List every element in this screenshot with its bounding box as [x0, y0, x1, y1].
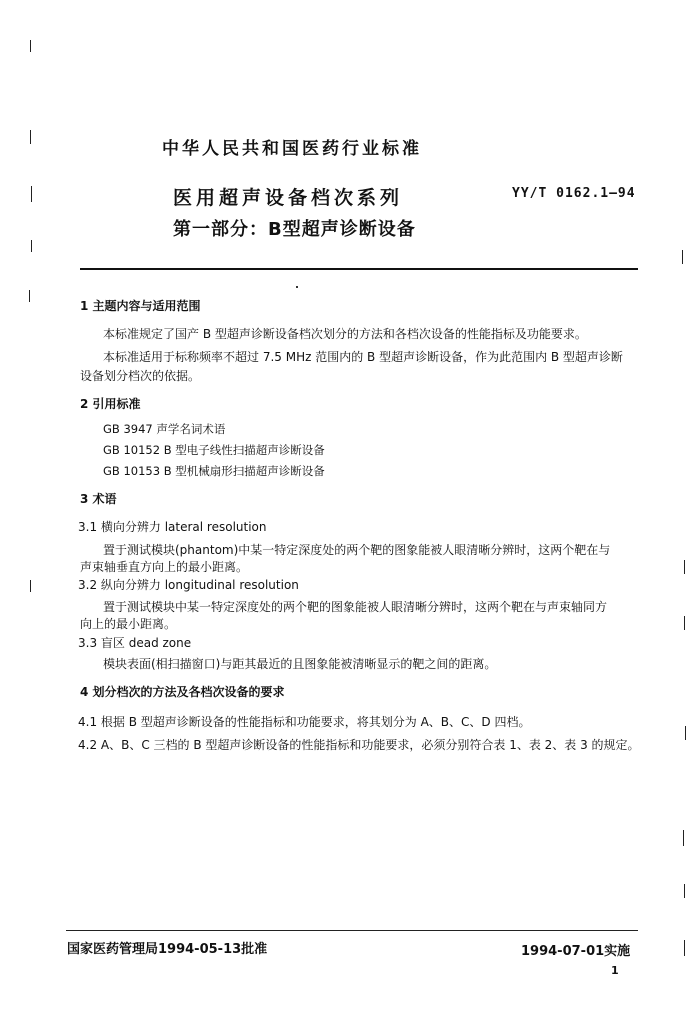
footer-divider [66, 930, 638, 931]
term-definition: 置于测试模块(phantom)中某一特定深度处的两个靶的图象能被人眼清晰分辨时，这两个靶在与 [103, 543, 611, 557]
scan-mark [31, 240, 32, 252]
section-2-heading: 2 引用标准 [80, 397, 141, 411]
scan-mark [31, 186, 32, 202]
section-4-paragraph: 4.1 根据 B 型超声诊断设备的性能指标和功能要求，将其划分为 A、B、C、D 四档。 [78, 715, 531, 729]
scan-mark [684, 616, 685, 630]
scan-mark [684, 940, 685, 956]
section-4-heading: 4 划分档次的方法及各档次设备的要求 [80, 685, 285, 699]
scan-mark [684, 560, 685, 574]
section-1-paragraph: 设备划分档次的依据。 [80, 369, 201, 383]
scan-mark [684, 884, 685, 898]
implementation-date: 1994-07-01实施 [521, 944, 631, 959]
header-divider [80, 268, 638, 270]
section-4-paragraph: 4.2 A、B、C 三档的 B 型超声诊断设备的性能指标和功能要求，必须分别符合表 1、表 2、表 3 的规定。 [78, 738, 640, 752]
section-1-paragraph: 本标准适用于标称频率不超过 7.5 MHz 范围内的 B 型超声诊断设备，作为此范围内 B 型超声诊断 [103, 350, 623, 364]
scan-mark [30, 580, 31, 592]
scan-mark [30, 130, 31, 144]
term-definition: 声束轴垂直方向上的最小距离。 [80, 560, 249, 574]
page-number: 1 [611, 964, 619, 977]
term-definition: 模块表面(相扫描窗口)与距其最近的且图象能被清晰显示的靶之间的距离。 [103, 657, 497, 671]
term-heading: 3.3 盲区 dead zone [78, 636, 192, 650]
scan-dot [296, 286, 298, 288]
section-1-heading: 1 主题内容与适用范围 [80, 299, 201, 313]
reference-item: GB 3947 声学名词术语 [103, 422, 226, 436]
section-1-paragraph: 本标准规定了国产 B 型超声诊断设备档次划分的方法和各档次设备的性能指标及功能要求。 [103, 327, 587, 341]
reference-item: GB 10152 B 型电子线性扫描超声诊断设备 [103, 443, 325, 457]
approval-date: 国家医药管理局1994-05-13批准 [67, 942, 268, 957]
scan-mark [682, 250, 683, 264]
reference-item: GB 10153 B 型机械扇形扫描超声诊断设备 [103, 464, 325, 478]
scan-mark [683, 830, 684, 846]
document-subtitle: 第一部分：B型超声诊断设备 [173, 219, 416, 240]
term-heading: 3.1 横向分辨力 lateral resolution [78, 520, 267, 534]
issuing-organization: 中华人民共和国医药行业标准 [162, 139, 422, 159]
section-3-heading: 3 术语 [80, 492, 117, 506]
term-definition: 置于测试模块中某一特定深度处的两个靶的图象能被人眼清晰分辨时，这两个靶在与声束轴同方 [103, 600, 608, 614]
standard-code: YY/T 0162.1—94 [512, 186, 636, 201]
scan-mark [685, 726, 686, 740]
scan-mark [30, 40, 31, 52]
term-definition: 向上的最小距离。 [80, 617, 177, 631]
scan-mark [29, 290, 30, 302]
term-heading: 3.2 纵向分辨力 longitudinal resolution [78, 578, 299, 592]
document-title: 医用超声设备档次系列 [173, 187, 404, 209]
